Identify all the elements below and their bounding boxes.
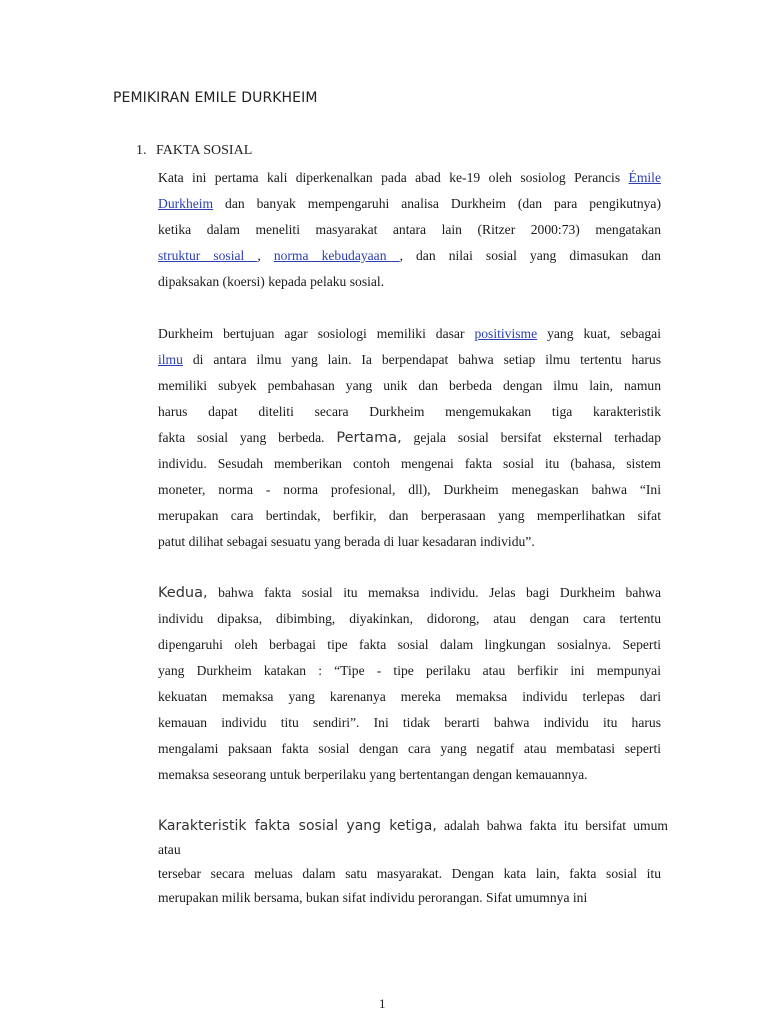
- paragraph-line: merupakan milik bersama, bukan sifat individu perorangan. Sifat umumnya ini: [158, 890, 588, 905]
- section-number: 1.: [136, 143, 147, 158]
- text: , dan nilai sosial yang dimasukan dan: [399, 248, 661, 263]
- paragraph-line: [158, 425, 661, 451]
- page-number: 1: [379, 996, 386, 1011]
- paragraph-3: [158, 580, 661, 788]
- text: ,: [257, 248, 274, 263]
- paragraph-line: harus dapat diteliti secara Durkheim mengemukakan tiga karakteristik: [158, 404, 661, 419]
- pertama-label: Pertama,: [336, 430, 402, 446]
- karakteristik-label: Karakteristik fakta sosial yang ketiga,: [158, 818, 437, 834]
- paragraph-line: mengalami paksaan fakta sosial dengan cara yang negatif atau membatasi seperti: [158, 741, 661, 756]
- paragraph-line: [158, 321, 661, 347]
- link-ilmu[interactable]: ilmu: [158, 352, 183, 367]
- paragraph-line: kemauan individu titu sendiri”. Ini tidak berarti bahwa individu itu harus: [158, 715, 661, 730]
- text: dan banyak mempengaruhi analisa Durkheim (dan para pengikutnya): [213, 196, 661, 211]
- paragraph-line: [158, 347, 661, 373]
- link-durkheim[interactable]: Durkheim: [158, 196, 214, 211]
- text: adalah bahwa fakta itu bersifat umum: [436, 818, 668, 833]
- paragraph-4: [158, 814, 668, 910]
- link-emile[interactable]: Émile: [628, 170, 661, 185]
- paragraph-line: [158, 191, 661, 217]
- paragraph-line: dipengaruhi oleh berbagai tipe fakta sosial dalam lingkungan sosialnya. Seperti: [158, 637, 661, 652]
- section-heading: [136, 143, 252, 159]
- paragraph-line: patut dilihat sebagai sesuatu yang berada di luar kesadaran individu”.: [158, 534, 535, 549]
- paragraph-1: [158, 165, 661, 295]
- text: di antara ilmu yang lain. Ia berpendapat bahwa setiap ilmu tertentu harus: [182, 352, 661, 367]
- paragraph-line: [158, 814, 668, 838]
- text: yang kuat, sebagai: [537, 326, 661, 341]
- link-struktur-sosial[interactable]: struktur sosial: [158, 248, 258, 263]
- paragraph-line: [158, 243, 661, 269]
- paragraph-line: yang Durkheim katakan : “Tipe - tipe perilaku atau berfikir ini mempunyai: [158, 663, 661, 678]
- paragraph-line: moneter, norma - norma profesional, dll), Durkheim menegaskan bahwa “Ini: [158, 482, 661, 497]
- paragraph-line: individu. Sesudah memberikan contoh mengenai fakta sosial itu (bahasa, sistem: [158, 456, 661, 471]
- text: bahwa fakta sosial itu memaksa individu. Jelas bagi Durkheim bahwa: [207, 585, 661, 600]
- paragraph-line: memiliki subyek pembahasan yang unik dan berbeda dengan ilmu lain, namun: [158, 378, 661, 393]
- section-title: FAKTA SOSIAL: [156, 143, 253, 158]
- text: Durkheim bertujuan agar sosiologi memiliki dasar: [158, 326, 475, 341]
- paragraph-line: atau: [158, 842, 181, 857]
- text: Kata ini pertama kali diperkenalkan pada abad ke-19 oleh sosiolog Perancis: [158, 170, 629, 185]
- link-positivisme[interactable]: positivisme: [474, 326, 538, 341]
- paragraph-line: dipaksakan (koersi) kepada pelaku sosial.: [158, 274, 385, 289]
- paragraph-line: merupakan cara bertindak, berfikir, dan berperasaan yang memperlihatkan sifat: [158, 508, 661, 523]
- document-title: PEMIKIRAN EMILE DURKHEIM: [113, 90, 318, 106]
- paragraph-line: ketika dalam meneliti masyarakat antara lain (Ritzer 2000:73) mengatakan: [158, 222, 661, 237]
- link-norma-kebudayaan[interactable]: norma kebudayaan: [273, 248, 400, 263]
- paragraph-line: [158, 165, 661, 191]
- paragraph-2: [158, 321, 661, 555]
- kedua-label: Kedua,: [158, 585, 208, 601]
- paragraph-line: individu dipaksa, dibimbing, diyakinkan, didorong, atau dengan cara tertentu: [158, 611, 661, 626]
- text: fakta sosial yang berbeda.: [158, 430, 337, 445]
- text: gejala sosial bersifat eksternal terhadap: [401, 430, 661, 445]
- paragraph-line: kekuatan memaksa yang karenanya mereka memaksa individu terlepas dari: [158, 689, 661, 704]
- paragraph-line: tersebar secara meluas dalam satu masyarakat. Dengan kata lain, fakta sosial itu: [158, 866, 661, 881]
- paragraph-line: [158, 580, 661, 606]
- paragraph-line: memaksa seseorang untuk berperilaku yang bertentangan dengan kemauannya.: [158, 767, 588, 782]
